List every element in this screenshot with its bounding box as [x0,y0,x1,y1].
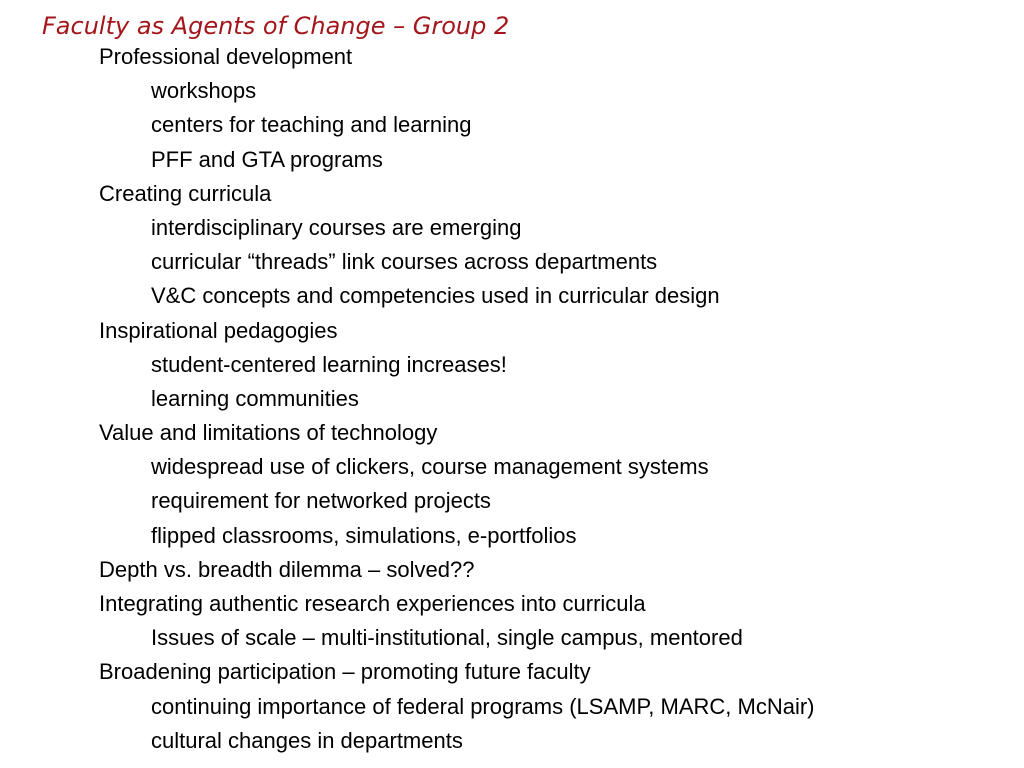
outline-item-sub: V&C concepts and competencies used in curricular design [151,283,720,309]
outline-item-sub: flipped classrooms, simulations, e-portfolios [151,522,577,548]
outline-item-main: Value and limitations of technology [99,420,438,446]
outline-item-sub: widespread use of clickers, course management systems [151,454,709,480]
outline-item-sub: PFF and GTA programs [151,146,383,172]
outline-item-main: Integrating authentic research experiences into curricula [99,591,646,616]
outline-item-sub: curricular “threads” link courses across departments [151,249,658,275]
outline-item-main: Depth vs. breadth dilemma – solved?? [99,556,475,582]
outline-item-sub: workshops [151,78,257,104]
outline-item-sub: centers for teaching and learning [151,112,472,138]
outline-item-sub: continuing importance of federal programs (LSAMP, MARC, McNair) [151,693,815,719]
outline-item-sub: learning communities [151,385,359,411]
outline-item-main: Broadening participation – promoting future faculty [99,659,591,685]
outline-list [0,40,815,758]
outline-item-sub: student-centered learning increases! [151,351,507,377]
outline-item-main: Creating curricula [99,180,272,206]
outline-item-sub: interdisciplinary courses are emerging [151,214,522,240]
outline-item-sub: requirement for networked projects [151,488,491,514]
slide-title: Faculty as Agents of Change – Group 2 [42,12,510,40]
outline-item-main: Inspirational pedagogies [99,317,338,343]
outline-item-sub: Issues of scale – multi-institutional, single campus, mentored [151,625,743,651]
outline-item-main: Professional development [99,44,353,69]
outline-item-sub: cultural changes in departments [151,727,463,753]
